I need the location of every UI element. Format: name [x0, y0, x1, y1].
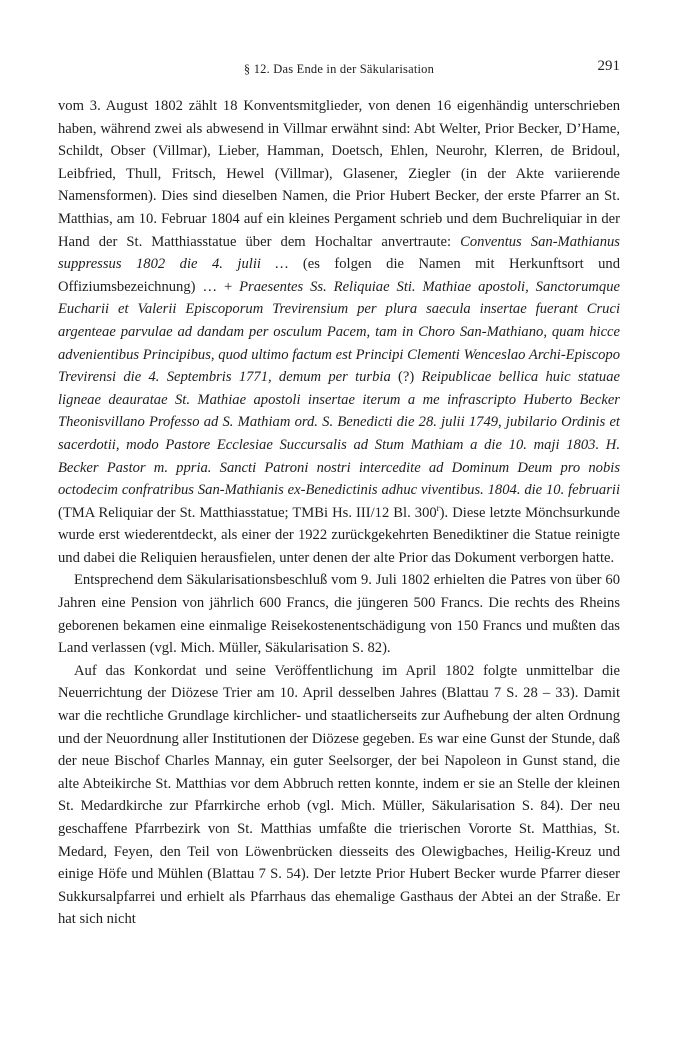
paragraph: [58, 569, 620, 659]
latin-quote: Conventus San-Mathianus suppressus 1802 die 4. julii …: [58, 233, 620, 273]
page-number: 291: [597, 58, 620, 74]
text-run: Entsprechend dem Säkularisationsbeschluß vom 9. Juli 1802 erhielten die Patres von über 60 Jahren eine Pension von jährlich 600 Francs, die jüngeren 500 Francs. Die rechts des Rheins geborenen bekamen eine einmalige Reisekostenentschädigung von 150 Francs und mußten das Land verlassen (vgl. Mich. Müller, Säkularisation S. 82).: [58, 572, 620, 657]
latin-quote: Reipublicae bellica huic statuae ligneae deauratae St. Mathiae apostoli insertae iterum a me infrascripto Huberto Becker Theonisvillano Professo ad S. Mathiam ord. S. Benedicti die 28. julii 1749, jubilario Ordinis et sacerdotii, modo Pastore Ecclesiae Succursalis ad Stum Mathiam a die 10. maji 1803. H. Becker Pastor m. ppria. Sancti Patroni nostri intercedite ad Dominum Deum pro nobis octodecim confratribus San-Mathianis ex-Benedictinis adhuc viventibus. 1804. die 10. februarii: [58, 369, 621, 499]
paragraph: [58, 95, 620, 569]
superscript: r: [436, 502, 440, 513]
text-run: (?): [390, 369, 422, 386]
page-header: [58, 58, 620, 82]
text-run: Auf das Konkordat und seine Veröffentlichung im April 1802 folgte unmittelbar die Neuerrichtung der Diözese Trier am 10. April desselben Jahres (Blattau 7 S. 28 – 33). Damit war die rechtliche Grundlage kirchlicher- und staatlicherseits zur Aufhebung der alten Ordnung und der Neuordnung aller Institutionen der Diözese gegeben. Es war eine Gunst der Stunde, daß der neue Bischof Charles Mannay, ein guter Seelsorger, der bei Napoleon in Gunst stand, die alte Abteikirche St. Matthias vor dem Abbruch retten konnte, indem er sie an Stelle der kleinen St. Medardkirche zur Pfarrkirche erhob (vgl. Mich. Müller, Säkularisation S. 84). Der neu geschaffene Pfarrbezirk von St. Matthias umfaßte die trierischen Vororte St. Matthias, St. Medard, Feyen, den Teil von Löwenbrücken diesseits des Olewigbaches, Heilig-Kreuz und einige Höfe und Mühlen (Blattau 7 S. 54). Der letzte Prior Hubert Becker wurde Pfarrer dieser Sukkursalpfarrei und erhielt als Pfarrhaus das ehemalige Gasthaus der Abtei an der Straße. Er hat sich nicht: [58, 662, 620, 928]
latin-quote: Praesentes Ss. Reliquiae Sti. Mathiae apostoli, Sanctorumque Eucharii et Valerii Episcoporum Trevirensium per plura saecula insertae fuerant Cruci argenteae parvulae ad dandam per osculum Pacem, tam in Choro San-Mathiano, quam hicce advenientibus Principibus, quod ultimo factum est Principi Clementi Wenceslao Archi-Episcopo Trevirensi die 4. Septembris 1771, demum per turbia: [58, 278, 620, 386]
text-run: vom 3. August 1802 zählt 18 Konventsmitglieder, von denen 16 eigenhändig unterschrieben haben, während zwei als abwesend in Villmar erwähnt sind: Abt Welter, Prior Becker, D’Hame, Schildt, Obser (Villmar), Lieber, Hamman, Doetsch, Ehlen, Neurohr, Klerren, de Bridoul, Leibfried, Thull, Fritsch, Hewel (Villmar), Glasener, Ziegler (in der Akte variierende Namensformen). Dies sind dieselben Namen, die Prior Hubert Becker, der erste Pfarrer an St. Matthias, am 10. Februar 1804 auf ein kleines Pergament schrieb und dem Buchreliquiar in der Hand der St. Matthiasstatue über dem Hochaltar anvertraute:: [58, 98, 620, 250]
text-run: ). Diese letzte Mönchsurkunde wurde erst wiederentdeckt, als einer der 1922 zurückgekehrten Benediktiner die Statue reinigte und dabei die Reliquien herausfielen, unter denen der alte Prior das Dokument verborgen hatte.: [58, 504, 620, 566]
text-run: (es folgen die Namen mit Herkunftsort und Offiziumsbezeichnung) … +: [58, 256, 620, 295]
running-title: § 12. Das Ende in der Säkularisation: [243, 62, 435, 76]
paragraph: [58, 660, 620, 931]
text-run: (TMA Reliquiar der St. Matthiasstatue; TMBi Hs. III/12 Bl. 300: [58, 504, 437, 521]
body-text: [58, 95, 620, 931]
